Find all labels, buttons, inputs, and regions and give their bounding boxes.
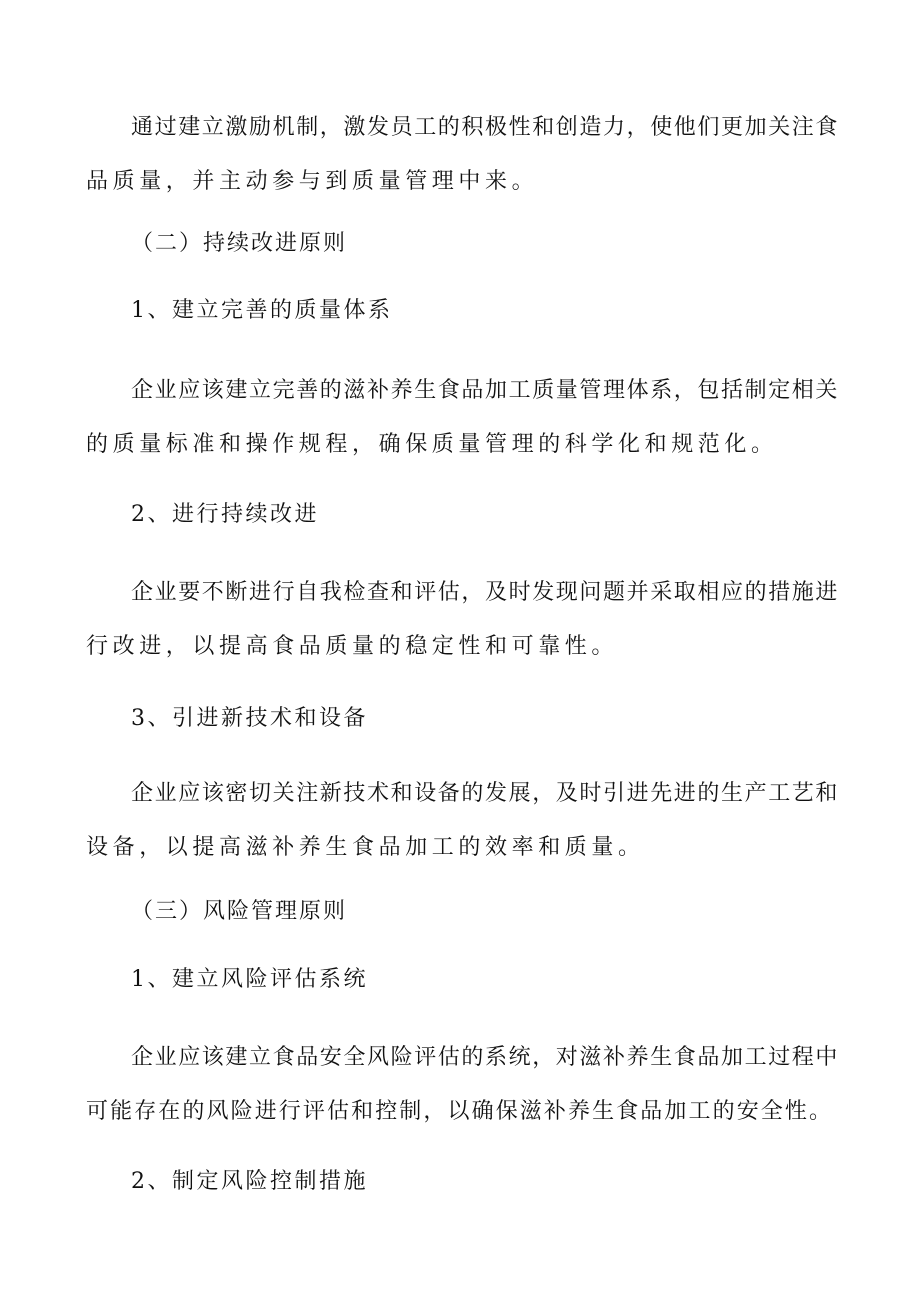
- item-heading: 1、建立完善的质量体系: [131, 298, 393, 323]
- section-heading: （三）风险管理原则: [131, 899, 348, 924]
- paragraph-line: 企业应该建立食品安全风险评估的系统，对滋补养生食品加工过程中: [131, 1045, 840, 1070]
- paragraph-line: 行改进，以提高食品质量的稳定性和可靠性。: [86, 634, 619, 659]
- paragraph-line: 通过建立激励机制，激发员工的积极性和创造力，使他们更加关注食: [131, 115, 840, 140]
- paragraph-line: 的质量标准和操作规程，确保质量管理的科学化和规范化。: [86, 432, 778, 457]
- paragraph-line: 设备，以提高滋补养生食品加工的效率和质量。: [86, 835, 645, 860]
- item-heading: 2、进行持续改进: [131, 502, 319, 527]
- paragraph-line: 企业要不断进行自我检查和评估，及时发现问题并采取相应的措施进: [131, 580, 840, 605]
- paragraph-line: 品质量，并主动参与到质量管理中来。: [86, 169, 539, 194]
- item-heading: 3、引进新技术和设备: [131, 706, 368, 731]
- paragraph-line: 企业应该建立完善的滋补养生食品加工质量管理体系，包括制定相关: [131, 378, 840, 403]
- item-heading: 1、建立风险评估系统: [131, 967, 368, 992]
- paragraph-line: 可能存在的风险进行评估和控制，以确保滋补养生食品加工的安全性。: [86, 1099, 834, 1124]
- section-heading: （二）持续改进原则: [131, 231, 348, 256]
- paragraph-line: 企业应该密切关注新技术和设备的发展，及时引进先进的生产工艺和: [131, 781, 840, 806]
- item-heading: 2、制定风险控制措施: [131, 1169, 368, 1194]
